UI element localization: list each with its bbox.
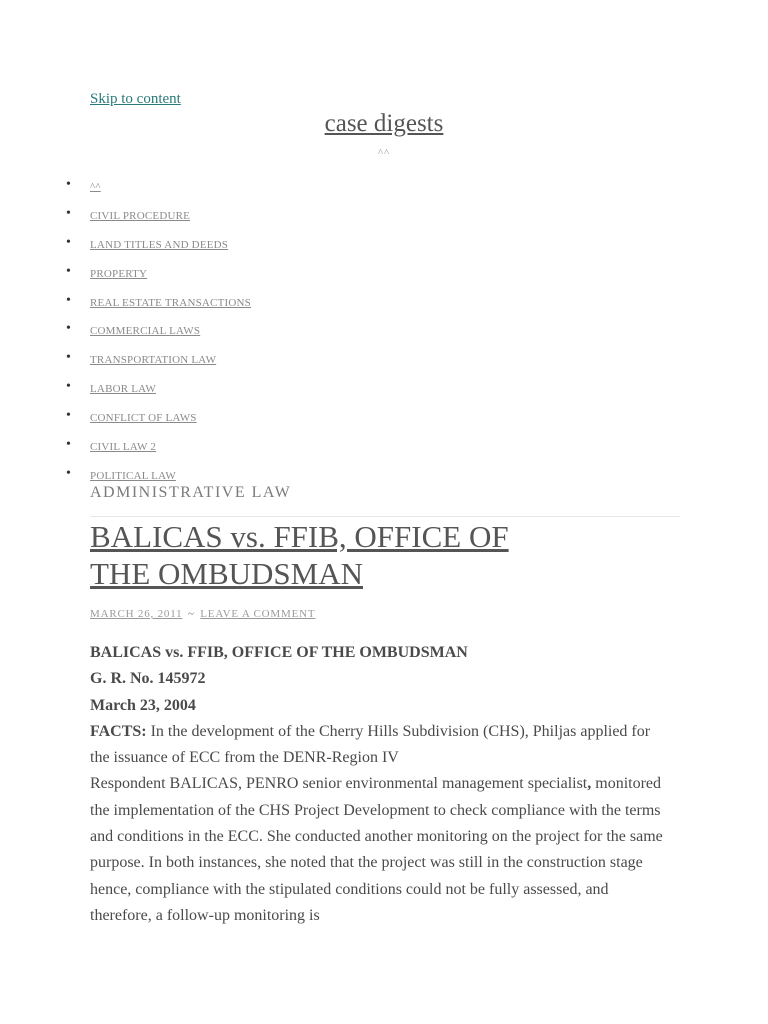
bullet-icon: • [66,292,71,308]
menu-item-civil-procedure [0,206,251,235]
bullet-icon: • [66,177,71,192]
post-title [90,518,550,592]
bullet-icon: • [66,321,71,337]
bullet-icon: • [66,234,71,250]
facts-text: In the development of the Cherry Hills Subdivision (CHS), Philjas applied for the issuance of ECC from the DENR-Region IV [90,722,651,767]
skip-to-content-link[interactable]: Skip to content [90,91,181,107]
menu-link-labor-law[interactable]: LABOR LAW [90,383,156,396]
meta-separator: ~ [187,608,195,620]
site-tagline: ^^ [377,147,391,159]
facts-paragraph [90,719,670,772]
main-menu [0,177,251,495]
bullet-icon: • [66,408,71,424]
post-meta [90,608,315,620]
menu-link-conflict-of-laws[interactable]: CONFLICT OF LAWS [90,412,197,425]
menu-link-property[interactable]: PROPERTY [90,267,148,280]
menu-link-political-law[interactable]: POLITICAL LAW [90,469,176,482]
bullet-icon: • [66,205,71,221]
menu-link-commercial-laws[interactable]: COMMERCIAL LAWS [90,325,201,338]
leave-comment-link[interactable]: LEAVE A COMMENT [200,608,316,620]
menu-item-land-titles [0,235,251,264]
menu-link-transportation-law[interactable]: TRANSPORTATION LAW [90,354,217,367]
post-category: ADMINISTRATIVE LAW [90,484,292,501]
facts-comma: , [587,775,592,793]
menu-item-commercial-laws [0,321,251,350]
post-title-link[interactable]: BALICAS vs. FFIB, OFFICE OF THE OMBUDSMAN [90,519,509,591]
facts-paragraph-continued [90,771,670,929]
menu-item-civil-law-2 [0,437,251,466]
facts-text: Respondent BALICAS, PENRO senior environmental management specialist [90,775,588,793]
facts-label: FACTS: [90,722,147,740]
menu-item-transportation-law [0,350,251,379]
case-date-text: March 23, 2004 [90,696,196,714]
menu-link-land-titles[interactable]: LAND TITLES AND DEEDS [90,238,229,251]
menu-item-real-estate [0,293,251,322]
menu-link-home[interactable]: ^^ [90,181,101,193]
bullet-icon: • [66,465,71,481]
post-heading-line [90,693,670,719]
menu-link-civil-procedure[interactable]: CIVIL PROCEDURE [90,209,191,222]
menu-item-home [0,177,251,206]
menu-item-labor-law [0,379,251,408]
divider [90,516,680,517]
menu-link-real-estate[interactable]: REAL ESTATE TRANSACTIONS [90,296,251,309]
bullet-icon: • [66,379,71,395]
menu-link-civil-law-2[interactable]: CIVIL LAW 2 [90,441,157,454]
case-title-text: BALICAS vs. FFIB, OFFICE OF THE OMBUDSMAN [90,644,468,661]
site-title-link[interactable]: case digests [324,110,444,137]
site-title [0,110,768,138]
post-date-link[interactable]: MARCH 26, 2011 [90,608,183,620]
bullet-icon: • [66,350,71,366]
menu-item-property [0,264,251,293]
case-number-text: G. R. No. 145972 [90,670,206,688]
bullet-icon: • [66,437,71,453]
post-content [90,640,670,929]
menu-item-conflict-of-laws [0,408,251,437]
facts-text: monitored the implementation of the CHS Project Development to check compliance with the terms and conditions in the ECC. She conducted another monitoring on the project for the same purpose. In both instances, she noted that the project was still in the construction stage hence, compliance with the stipulated conditions could not be fully assessed, and therefore, a follow-up monitoring is [90,775,663,924]
post-heading-line [90,640,670,666]
post-heading-line [90,666,670,692]
bullet-icon: • [66,263,71,279]
